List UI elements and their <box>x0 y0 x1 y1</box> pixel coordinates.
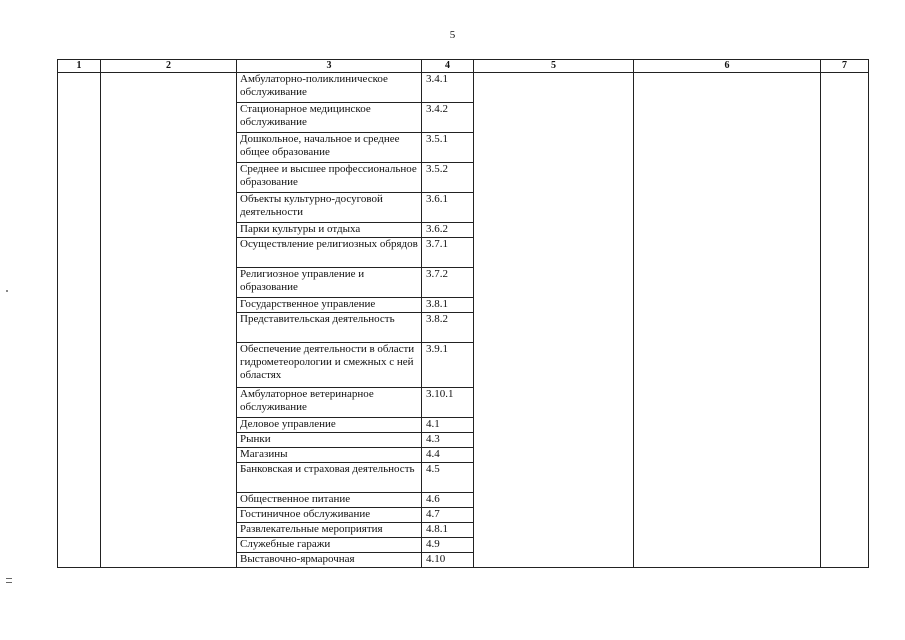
use-code-cell: 4.3 <box>422 433 474 448</box>
scan-dot-mark <box>6 290 8 292</box>
use-code-cell: 3.8.1 <box>422 298 474 313</box>
table-body <box>58 73 869 568</box>
use-code-cell: 4.8.1 <box>422 523 474 538</box>
header-col-6: 6 <box>634 60 821 73</box>
use-name-cell: Деловое управление <box>237 418 422 433</box>
use-name-cell: Развлекательные мероприятия <box>237 523 422 538</box>
scan-edge-mark <box>6 582 12 583</box>
use-name-cell: Общественное питание <box>237 493 422 508</box>
use-code-cell: 4.10 <box>422 553 474 568</box>
use-name-cell: Религиозное управление и образование <box>237 268 422 298</box>
use-code-cell: 3.5.2 <box>422 163 474 193</box>
use-code-cell: 4.5 <box>422 463 474 493</box>
use-code-cell: 3.6.2 <box>422 223 474 238</box>
header-col-3: 3 <box>237 60 422 73</box>
table-header <box>58 60 869 73</box>
use-code-cell: 3.4.2 <box>422 103 474 133</box>
use-code-cell: 3.5.1 <box>422 133 474 163</box>
use-name-cell: Амбулаторное ветеринарное обслуживание <box>237 388 422 418</box>
page-number: 5 <box>449 29 456 41</box>
col-2-cell <box>101 73 237 568</box>
use-name-cell: Рынки <box>237 433 422 448</box>
header-col-2: 2 <box>101 60 237 73</box>
use-code-cell: 3.7.2 <box>422 268 474 298</box>
header-col-5: 5 <box>474 60 634 73</box>
use-name-cell: Государственное управление <box>237 298 422 313</box>
table-row <box>58 73 869 103</box>
header-col-1: 1 <box>58 60 101 73</box>
use-name-cell: Банковская и страховая деятельность <box>237 463 422 493</box>
use-name-cell: Обеспечение деятельности в области гидрометеорологии и смежных с ней областях <box>237 343 422 388</box>
use-code-cell: 3.10.1 <box>422 388 474 418</box>
use-code-cell: 4.9 <box>422 538 474 553</box>
use-code-cell: 4.6 <box>422 493 474 508</box>
header-col-7: 7 <box>821 60 869 73</box>
use-code-cell: 3.7.1 <box>422 238 474 268</box>
scan-edge-mark <box>6 578 12 579</box>
col-7-cell <box>821 73 869 568</box>
use-code-cell: 4.4 <box>422 448 474 463</box>
col-1-cell <box>58 73 101 568</box>
use-name-cell: Представительская деятельность <box>237 313 422 343</box>
use-name-cell: Объекты культурно-досуговой деятельности <box>237 193 422 223</box>
use-code-cell: 4.7 <box>422 508 474 523</box>
use-name-cell: Среднее и высшее профессиональное образование <box>237 163 422 193</box>
use-name-cell: Выставочно-ярмарочная <box>237 553 422 568</box>
col-6-cell <box>634 73 821 568</box>
use-name-cell: Амбулаторно-поликлиническое обслуживание <box>237 73 422 103</box>
use-name-cell: Парки культуры и отдыха <box>237 223 422 238</box>
use-name-cell: Дошкольное, начальное и среднее общее образование <box>237 133 422 163</box>
use-code-cell: 3.9.1 <box>422 343 474 388</box>
use-name-cell: Гостиничное обслуживание <box>237 508 422 523</box>
use-code-cell: 3.6.1 <box>422 193 474 223</box>
header-col-4: 4 <box>422 60 474 73</box>
use-name-cell: Осуществление религиозных обрядов <box>237 238 422 268</box>
use-code-cell: 3.8.2 <box>422 313 474 343</box>
land-use-table <box>57 59 869 568</box>
use-code-cell: 3.4.1 <box>422 73 474 103</box>
col-5-cell <box>474 73 634 568</box>
use-code-cell: 4.1 <box>422 418 474 433</box>
use-name-cell: Служебные гаражи <box>237 538 422 553</box>
use-name-cell: Магазины <box>237 448 422 463</box>
header-row <box>58 60 869 73</box>
use-name-cell: Стационарное медицинское обслуживание <box>237 103 422 133</box>
